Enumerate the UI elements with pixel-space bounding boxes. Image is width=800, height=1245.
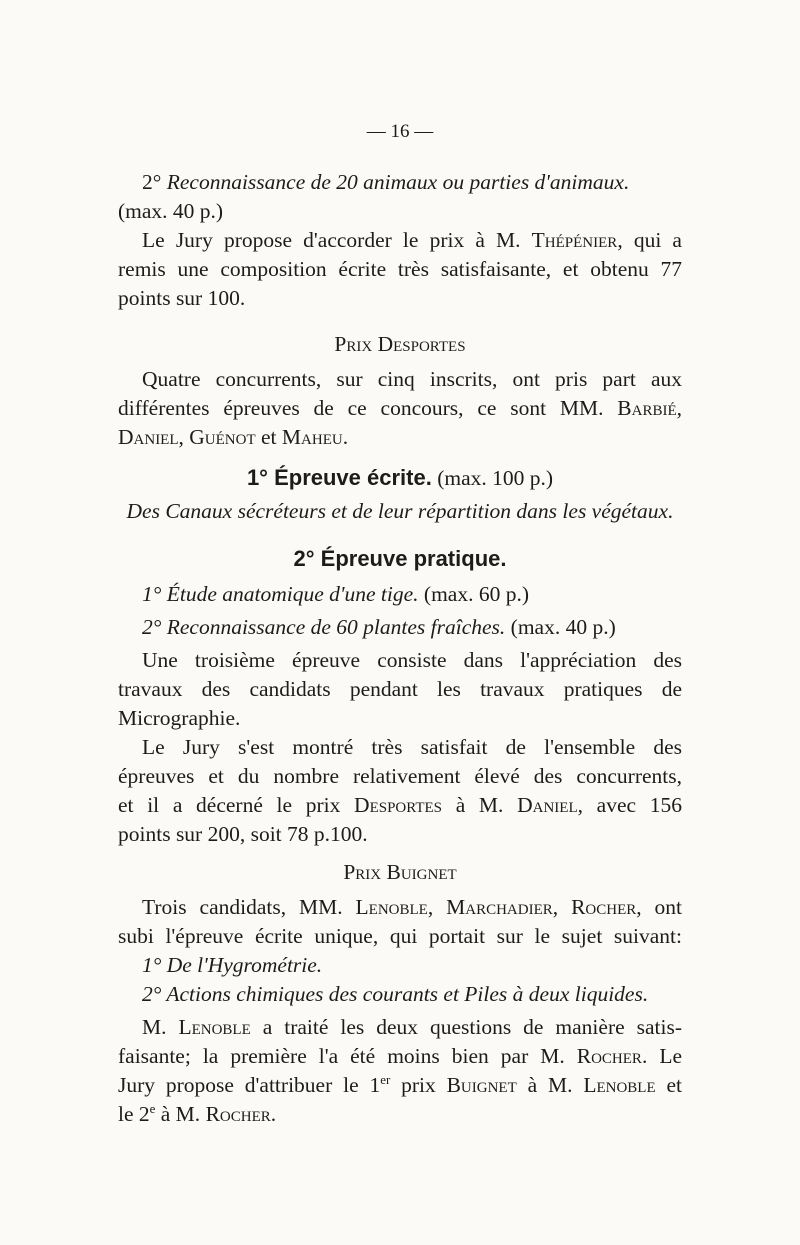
- text-line: Une troisième épreuve consiste dans l'appréciation des: [142, 648, 682, 672]
- text-span: ,: [178, 425, 190, 449]
- item-max: (max. 60 p.): [418, 582, 529, 606]
- text-span: ,: [427, 895, 447, 919]
- item-text: Reconnaissance de 20 animaux ou parties d'animaux.: [166, 170, 630, 194]
- text-line: [118, 1071, 682, 1099]
- person-name: Barbié,: [617, 396, 682, 420]
- person-name: Guénot: [189, 425, 256, 449]
- heading-max: (max. 100 p.): [431, 466, 554, 490]
- text-span: et: [655, 1073, 683, 1097]
- person-name: Rocher: [571, 895, 637, 919]
- text-line: épreuves et du nombre relativement élevé des concurrents,: [118, 764, 682, 788]
- person-name: Lenoble: [178, 1015, 251, 1039]
- item-reconnaissance-animaux: [142, 168, 682, 196]
- person-name: Maheu: [281, 425, 343, 449]
- prize-name: Desportes: [354, 793, 443, 817]
- text-line: [142, 893, 682, 921]
- text-span: faisante; la première l'a été moins bien par M.: [118, 1044, 577, 1068]
- text-span: M.: [142, 1015, 179, 1039]
- text-span: , ont: [636, 895, 683, 919]
- prize-name: Buignet: [446, 1073, 517, 1097]
- text-line: Micrographie.: [118, 706, 241, 730]
- person-name: Rocher: [576, 1044, 642, 1068]
- item-number: 2°: [142, 170, 167, 194]
- text-line: travaux des candidats pendant les travaux pratiques de: [118, 677, 682, 701]
- person-name: Lenoble: [583, 1073, 656, 1097]
- item-text: 1° Étude anatomique d'une tige.: [142, 582, 419, 606]
- text-span: . Le: [641, 1044, 682, 1068]
- person-name: Lenoble: [355, 895, 428, 919]
- heading-epreuve-pratique: 2° Épreuve pratique.: [293, 546, 507, 571]
- heading-text: 1° Épreuve écrite.: [246, 465, 432, 490]
- text-span: Trois candidats, MM.: [142, 895, 356, 919]
- text-line: [118, 1100, 682, 1128]
- text-span: à M.: [155, 1102, 206, 1126]
- text-line: (max. 40 p.): [118, 199, 224, 223]
- item-etude-anatomique: [142, 580, 682, 608]
- text-span: .: [270, 1102, 277, 1126]
- item-hygrometrie: 1° De l'Hygrométrie.: [142, 953, 323, 977]
- heading-epreuve-ecrite: [0, 464, 800, 492]
- text-span: Le Jury propose d'accorder le prix à M.: [142, 228, 532, 252]
- text-line: Quatre concurrents, sur cinq inscrits, ont pris part aux: [142, 367, 682, 391]
- text-span: différentes épreuves de ce concours, ce sont MM.: [118, 396, 618, 420]
- item-max: (max. 40 p.): [505, 615, 616, 639]
- text-line: [118, 791, 682, 819]
- text-span: , qui a: [617, 228, 682, 252]
- person-name: Marchadier: [446, 895, 553, 919]
- superscript: e: [149, 1101, 156, 1116]
- text-line: [118, 394, 682, 422]
- section-heading-buignet: Prix Buignet: [343, 860, 457, 884]
- text-span: et il a décerné le prix: [118, 793, 355, 817]
- text-span: prix: [390, 1073, 447, 1097]
- person-name: Daniel: [517, 793, 578, 817]
- text-span: a traité les deux questions de manière satis-: [250, 1015, 682, 1039]
- text-span: à M.: [516, 1073, 584, 1097]
- text-span: à M.: [442, 793, 518, 817]
- text-line: Le Jury s'est montré très satisfait de l'ensemble des: [142, 735, 682, 759]
- superscript: er: [380, 1072, 391, 1087]
- item-actions-chimiques: 2° Actions chimiques des courants et Piles à deux liquides.: [142, 982, 649, 1006]
- text-line: remis une composition écrite très satisfaisante, et obtenu 77: [118, 257, 682, 281]
- page-number: — 16 —: [366, 121, 434, 142]
- text-span: le 2: [118, 1102, 150, 1126]
- text-line: points sur 200, soit 78 p.100.: [118, 822, 368, 846]
- text-span: et: [255, 425, 282, 449]
- text-span: ,: [552, 895, 572, 919]
- item-reconnaissance-plantes: [142, 613, 682, 641]
- text-span: .: [342, 425, 349, 449]
- text-line: subi l'épreuve écrite unique, qui portait sur le sujet suivant:: [118, 924, 682, 948]
- text-line: [142, 1013, 682, 1041]
- text-span: , avec 156: [577, 793, 682, 817]
- subject-line: Des Canaux sécréteurs et de leur répartition dans les végétaux.: [126, 499, 674, 523]
- text-line: [118, 423, 682, 451]
- person-name: Thépénier: [531, 228, 618, 252]
- text-span: Jury propose d'attribuer le 1: [118, 1073, 381, 1097]
- person-name: Daniel: [118, 425, 179, 449]
- text-line: [118, 1042, 682, 1070]
- text-line: points sur 100.: [118, 286, 246, 310]
- section-heading-desportes: Prix Desportes: [334, 332, 466, 356]
- item-text: 2° Reconnaissance de 60 plantes fraîches.: [142, 615, 506, 639]
- person-name: Rocher: [205, 1102, 271, 1126]
- text-line: [142, 226, 682, 254]
